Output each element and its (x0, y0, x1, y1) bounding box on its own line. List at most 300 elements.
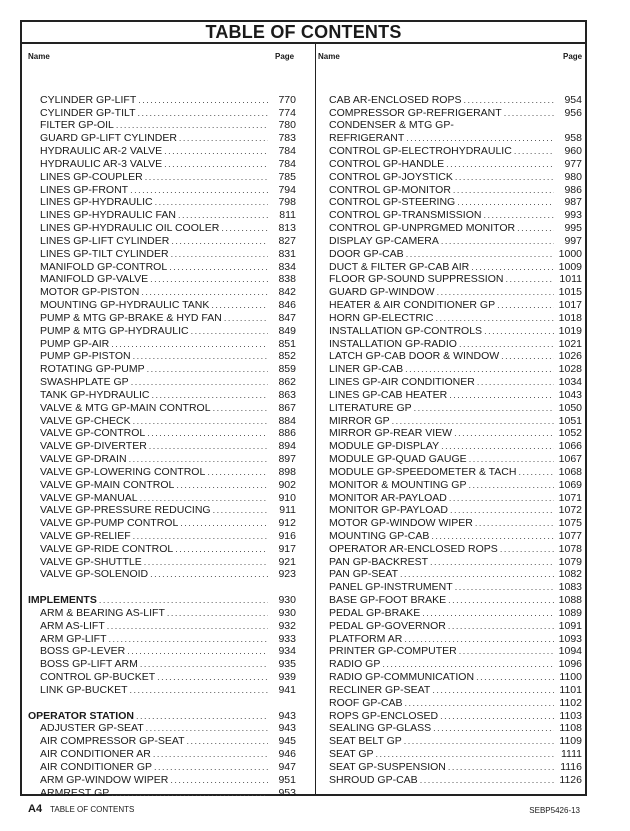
toc-entry-name: ROOF GP-CAB (329, 696, 403, 709)
toc-entry[interactable] (329, 273, 582, 286)
dot-leader (446, 158, 554, 171)
dot-leader (111, 787, 268, 800)
toc-entry[interactable] (28, 158, 296, 171)
toc-entry[interactable] (329, 402, 582, 415)
toc-entry[interactable] (28, 466, 296, 479)
toc-entry-page: 930 (278, 606, 296, 619)
toc-entry-page: 923 (278, 568, 296, 581)
dot-leader (406, 248, 554, 261)
toc-entry[interactable] (329, 774, 582, 787)
toc-entry-page: 1126 (559, 773, 582, 786)
toc-entry-page: 1019 (558, 324, 582, 337)
toc-entry-page: 1000 (558, 247, 582, 260)
dot-leader (164, 158, 268, 171)
toc-entry[interactable] (28, 671, 296, 684)
toc-entry[interactable] (329, 530, 582, 543)
toc-entry-name: BOSS GP-LEVER (40, 645, 126, 658)
toc-entry-name: GUARD GP-LIFT CYLINDER (40, 132, 177, 145)
toc-entry[interactable] (329, 581, 582, 594)
toc-entry[interactable] (28, 453, 296, 466)
toc-entry-page: 1034 (558, 376, 582, 389)
toc-entry-name: HORN GP-ELECTRIC (329, 311, 434, 324)
toc-entry[interactable] (329, 761, 582, 774)
toc-entry-page: 1101 (559, 683, 582, 696)
toc-entry-name: SWASHPLATE GP (40, 376, 129, 389)
toc-entry[interactable] (329, 184, 582, 197)
toc-entry[interactable] (28, 325, 296, 338)
toc-entry[interactable] (329, 735, 582, 748)
toc-spacer (329, 81, 582, 94)
toc-entry-page: 1071 (558, 491, 582, 504)
dot-leader (109, 633, 268, 646)
toc-entry-page: 1009 (558, 260, 582, 273)
toc-entry-name: MANIFOLD GP-VALVE (40, 273, 149, 286)
toc-entry-name: VALVE GP-PRESSURE REDUCING (40, 504, 211, 517)
dot-leader (213, 402, 268, 415)
toc-entry-page: 933 (278, 632, 296, 645)
toc-entry[interactable] (28, 568, 296, 581)
dot-leader (406, 132, 554, 145)
toc-entry[interactable] (329, 722, 582, 735)
toc-entry-name: PRINTER GP-COMPUTER (329, 645, 457, 658)
dot-leader (154, 761, 268, 774)
dot-leader (414, 402, 554, 415)
toc-entry[interactable] (329, 684, 582, 697)
toc-entry[interactable] (28, 209, 296, 222)
toc-entry-page: 1094 (558, 645, 582, 658)
toc-entry-name: LITERATURE GP (329, 401, 412, 414)
toc-entry-page: 1088 (558, 594, 582, 607)
toc-entry-page: 897 (278, 453, 296, 466)
toc-entry[interactable] (28, 338, 296, 351)
toc-entry[interactable] (28, 145, 296, 158)
toc-entry-page: 986 (564, 183, 582, 196)
toc-entry[interactable] (329, 286, 582, 299)
toc-entry[interactable] (28, 543, 296, 556)
toc-entry-page: 1100 (559, 671, 582, 684)
toc-entry-name: RADIO GP (329, 658, 381, 671)
dot-leader (207, 466, 268, 479)
dot-leader (155, 196, 268, 209)
toc-entry-name: RECLINER GP-SEAT (329, 683, 431, 696)
toc-entry[interactable] (28, 645, 296, 658)
dot-leader (455, 581, 554, 594)
toc-entry-name: CONTROL GP-UNPRGMED MONITOR (329, 222, 516, 235)
toc-entry-page: 846 (278, 299, 296, 312)
toc-entry-name: MODULE GP-SPEEDOMETER & TACH (329, 465, 517, 478)
toc-entry-page: 1116 (560, 760, 582, 773)
dot-leader (171, 248, 268, 261)
toc-entry[interactable] (329, 427, 582, 440)
toc-entry-page: 838 (278, 273, 296, 286)
toc-entry-name: MONITOR AR-PAYLOAD (329, 491, 447, 504)
dot-leader (455, 171, 554, 184)
toc-entry[interactable] (28, 184, 296, 197)
toc-entry[interactable] (329, 479, 582, 492)
toc-entry-page: 1082 (558, 568, 582, 581)
toc-entry[interactable] (28, 376, 296, 389)
toc-entry-name: LINES GP-COUPLER (40, 170, 143, 183)
toc-entry[interactable] (28, 415, 296, 428)
toc-entry-name: GUARD GP-WINDOW (329, 286, 435, 299)
toc-entry[interactable] (329, 389, 582, 402)
toc-entry[interactable] (329, 248, 582, 261)
toc-entry[interactable] (329, 710, 582, 723)
toc-entry-page: 1067 (558, 453, 582, 466)
dot-leader (147, 427, 268, 440)
dot-leader (469, 453, 554, 466)
toc-entry[interactable] (329, 633, 582, 646)
toc-entry-page: 1017 (558, 299, 582, 312)
toc-entry[interactable] (329, 568, 582, 581)
toc-entry[interactable] (28, 402, 296, 415)
toc-entry-page: 943 (278, 709, 296, 722)
toc-entry-name: CONTROL GP-STEERING (329, 196, 456, 209)
toc-entry-page: 902 (278, 478, 296, 491)
right-toc-column (329, 81, 582, 787)
toc-entry-page: 834 (278, 260, 296, 273)
toc-entry-page: 1109 (559, 735, 582, 748)
toc-entry-name: AIR CONDITIONER GP (40, 760, 153, 773)
dot-leader (400, 568, 554, 581)
toc-entry[interactable] (28, 363, 296, 376)
page-title: TABLE OF CONTENTS (205, 22, 402, 42)
dot-leader (147, 363, 268, 376)
toc-entry[interactable] (329, 350, 582, 363)
toc-entry-name: VALVE GP-DRAIN (40, 453, 127, 466)
toc-entry[interactable] (329, 158, 582, 171)
toc-entry-name: MOUNTING GP-CAB (329, 529, 430, 542)
toc-entry-page: 894 (278, 440, 296, 453)
toc-entry-page: 941 (278, 683, 296, 696)
dot-leader (179, 132, 268, 145)
toc-entry-page: 960 (564, 145, 582, 158)
toc-entry[interactable] (28, 633, 296, 646)
dot-leader (127, 645, 268, 658)
dot-leader (440, 710, 554, 723)
toc-entry-name: LINES GP-FRONT (40, 183, 129, 196)
toc-entry-name: CYLINDER GP-LIFT (40, 93, 137, 106)
toc-entry[interactable] (329, 748, 582, 761)
toc-entry-page: 934 (278, 645, 296, 658)
toc-entry-name: SEAT GP (329, 748, 374, 761)
toc-entry-name: INSTALLATION GP-CONTROLS (329, 324, 483, 337)
dot-leader (441, 235, 554, 248)
toc-entry-name: CONTROL GP-HANDLE (329, 157, 445, 170)
toc-entry-page: 917 (278, 542, 296, 555)
toc-entry-name: ARM GP-WINDOW WIPER (40, 773, 169, 786)
dot-leader (457, 196, 554, 209)
toc-entry[interactable] (28, 427, 296, 440)
dot-leader (175, 543, 268, 556)
toc-entry[interactable] (329, 453, 582, 466)
toc-entry[interactable] (329, 107, 582, 120)
toc-entry[interactable] (28, 119, 296, 132)
toc-entry[interactable] (329, 658, 582, 671)
toc-entry[interactable] (329, 94, 582, 107)
toc-entry-page: 1026 (558, 350, 582, 363)
toc-entry[interactable] (28, 761, 296, 774)
toc-entry-name: COMPRESSOR GP-REFRIGERANT (329, 106, 502, 119)
toc-entry-name: SEALING GP-GLASS (329, 722, 432, 735)
toc-entry-name: CONTROL GP-BUCKET (40, 671, 156, 684)
dot-leader (130, 184, 268, 197)
toc-entry-page: 831 (278, 247, 296, 260)
toc-entry-page: 884 (278, 414, 296, 427)
left-toc-column (28, 81, 296, 799)
toc-entry[interactable] (28, 299, 296, 312)
toc-entry[interactable] (28, 171, 296, 184)
toc-entry-page: 794 (278, 183, 296, 196)
toc-entry[interactable] (28, 722, 296, 735)
toc-entry-name: OPERATOR AR-ENCLOSED ROPS (329, 542, 498, 555)
toc-entry-name: LINES GP-CAB HEATER (329, 388, 448, 401)
dot-leader (224, 312, 268, 325)
toc-entry[interactable] (329, 504, 582, 517)
dot-leader (501, 350, 554, 363)
toc-entry[interactable] (329, 440, 582, 453)
toc-entry-page: 1096 (558, 658, 582, 671)
toc-entry-name: IMPLEMENTS (28, 594, 97, 607)
toc-entry-page: 953 (278, 786, 296, 799)
toc-spacer (28, 581, 296, 594)
right-page-header: Page (563, 52, 583, 61)
toc-entry[interactable] (329, 145, 582, 158)
right-name-header: Name (318, 52, 340, 61)
toc-entry-page: 862 (278, 376, 296, 389)
toc-entry-page: 1018 (558, 311, 582, 324)
toc-entry[interactable] (329, 620, 582, 633)
toc-entry-name: MONITOR & MOUNTING GP (329, 478, 467, 491)
toc-entry[interactable] (28, 286, 296, 299)
dot-leader (435, 312, 554, 325)
toc-entry-name: CONTROL GP-MONITOR (329, 183, 451, 196)
toc-entry[interactable] (28, 620, 296, 633)
dot-leader (138, 94, 268, 107)
toc-entry[interactable] (28, 748, 296, 761)
toc-entry-page: 1108 (559, 722, 582, 735)
toc-entry-page: 947 (278, 760, 296, 773)
toc-entry-name: SHROUD GP-CAB (329, 773, 418, 786)
dot-leader (133, 530, 268, 543)
toc-entry[interactable] (28, 774, 296, 787)
footer-section-label: TABLE OF CONTENTS (50, 805, 135, 814)
toc-entry-page: 921 (278, 555, 296, 568)
toc-entry-page: 1083 (558, 581, 582, 594)
toc-entry-page: 995 (564, 222, 582, 235)
toc-entry[interactable] (28, 273, 296, 286)
dot-leader (157, 671, 268, 684)
toc-entry-page: 1091 (558, 619, 582, 632)
toc-entry[interactable] (28, 787, 296, 800)
toc-entry-name: ADJUSTER GP-SEAT (40, 722, 144, 735)
toc-entry[interactable] (28, 684, 296, 697)
toc-entry[interactable] (329, 376, 582, 389)
toc-entry-page: 987 (564, 196, 582, 209)
toc-entry[interactable] (329, 517, 582, 530)
dot-leader (150, 568, 268, 581)
toc-entry[interactable] (329, 196, 582, 209)
toc-entry-page: 912 (278, 517, 296, 530)
toc-entry-page: 980 (564, 170, 582, 183)
toc-entry-name: CYLINDER GP-TILT (40, 106, 136, 119)
toc-entry-name: MOTOR GP-PISTON (40, 286, 140, 299)
toc-entry[interactable] (28, 389, 296, 402)
dot-leader (150, 273, 268, 286)
toc-entry[interactable] (329, 261, 582, 274)
dot-leader (420, 774, 554, 787)
dot-leader (153, 748, 268, 761)
toc-section-row[interactable] (28, 710, 296, 723)
dot-leader (133, 415, 268, 428)
dot-leader (514, 145, 554, 158)
toc-entry[interactable] (329, 312, 582, 325)
toc-entry[interactable] (28, 235, 296, 248)
toc-entry[interactable] (329, 415, 582, 428)
footer-doc-id: SEBP5426-13 (529, 806, 580, 815)
dot-leader (471, 261, 554, 274)
toc-entry-name: LINES GP-LIFT CYLINDER (40, 234, 170, 247)
dot-leader (133, 350, 268, 363)
toc-entry[interactable] (28, 735, 296, 748)
toc-entry[interactable] (329, 466, 582, 479)
dot-leader (221, 222, 268, 235)
toc-entry-name: MODULE GP-DISPLAY (329, 440, 440, 453)
toc-entry-name: VALVE GP-MANUAL (40, 491, 138, 504)
toc-entry-name: CONTROL GP-JOYSTICK (329, 170, 453, 183)
toc-entry-page: 945 (278, 735, 296, 748)
toc-entry-page: 886 (278, 427, 296, 440)
toc-entry-page: 770 (278, 93, 296, 106)
toc-entry[interactable] (329, 671, 582, 684)
toc-entry[interactable] (329, 492, 582, 505)
dot-leader (149, 440, 268, 453)
toc-entry-page: 1102 (559, 696, 582, 709)
toc-entry[interactable] (28, 479, 296, 492)
dot-leader (170, 774, 268, 787)
toc-entry[interactable] (28, 196, 296, 209)
toc-entry[interactable] (28, 248, 296, 261)
toc-entry-page: 1015 (558, 286, 582, 299)
toc-entry[interactable] (329, 338, 582, 351)
column-divider (315, 44, 316, 794)
dot-leader (116, 119, 268, 132)
toc-entry-page: 813 (278, 222, 296, 235)
toc-entry[interactable] (28, 222, 296, 235)
toc-entry[interactable] (329, 299, 582, 312)
toc-entry[interactable] (28, 492, 296, 505)
toc-entry[interactable] (329, 209, 582, 222)
dot-leader (422, 607, 554, 620)
dot-leader (140, 658, 268, 671)
toc-entry[interactable] (329, 363, 582, 376)
toc-entry-page: 784 (278, 145, 296, 158)
toc-entry-page: 842 (278, 286, 296, 299)
toc-entry[interactable] (329, 556, 582, 569)
toc-entry-name: HYDRAULIC AR-2 VALVE (40, 145, 163, 158)
toc-entry-name: LINES GP-TILT CYLINDER (40, 247, 169, 260)
dot-leader (437, 286, 554, 299)
dot-leader (504, 107, 554, 120)
dot-leader (392, 415, 554, 428)
dot-leader (178, 209, 268, 222)
dot-leader (483, 209, 554, 222)
dot-leader (167, 607, 268, 620)
toc-entry-name: FLOOR GP-SOUND SUPPRESSION (329, 273, 504, 286)
dot-leader (111, 338, 268, 351)
dot-leader (107, 620, 268, 633)
toc-entry[interactable] (28, 132, 296, 145)
toc-entry[interactable] (28, 261, 296, 274)
toc-entry-name: PEDAL GP-GOVERNOR (329, 619, 446, 632)
dot-leader (382, 658, 554, 671)
toc-entry[interactable] (28, 440, 296, 453)
toc-entry[interactable] (28, 504, 296, 517)
toc-entry-name: ARM GP-LIFT (40, 632, 107, 645)
dot-leader (140, 492, 268, 505)
toc-entry[interactable] (329, 594, 582, 607)
toc-entry[interactable] (28, 517, 296, 530)
toc-entry[interactable] (329, 171, 582, 184)
toc-entry-page: 958 (564, 132, 582, 145)
toc-entry-name: VALVE GP-PUMP CONTROL (40, 517, 179, 530)
toc-entry[interactable] (329, 325, 582, 338)
toc-entry-page: 977 (564, 157, 582, 170)
toc-entry[interactable] (329, 645, 582, 658)
dot-leader (191, 325, 268, 338)
dot-leader (433, 722, 554, 735)
toc-entry[interactable] (329, 543, 582, 556)
toc-entry[interactable] (28, 350, 296, 363)
dot-leader (131, 376, 268, 389)
dot-leader (448, 594, 554, 607)
toc-entry[interactable] (329, 607, 582, 620)
toc-entry-page: 1079 (558, 555, 582, 568)
toc-entry[interactable] (28, 556, 296, 569)
toc-entry-page: 784 (278, 157, 296, 170)
toc-entry-page: 827 (278, 234, 296, 247)
toc-entry-name: PANEL GP-INSTRUMENT (329, 581, 453, 594)
toc-section-row[interactable] (28, 594, 296, 607)
toc-entry-page: 783 (278, 132, 296, 145)
toc-entry-name: LATCH GP-CAB DOOR & WINDOW (329, 350, 500, 363)
toc-entry[interactable] (28, 312, 296, 325)
toc-entry-page: 811 (279, 209, 296, 222)
toc-entry[interactable] (28, 94, 296, 107)
toc-entry[interactable] (329, 222, 582, 235)
toc-entry[interactable] (28, 607, 296, 620)
dot-leader (176, 479, 268, 492)
toc-entry-name: MONITOR GP-PAYLOAD (329, 504, 449, 517)
toc-entry[interactable] (28, 107, 296, 120)
toc-entry-page: 1043 (558, 388, 582, 401)
toc-entry[interactable] (329, 235, 582, 248)
toc-entry[interactable] (329, 119, 582, 132)
toc-entry[interactable] (329, 132, 582, 145)
toc-spacer (28, 81, 296, 94)
dot-leader (484, 325, 554, 338)
toc-entry-page: 1077 (558, 529, 582, 542)
toc-entry-page: 1089 (558, 606, 582, 619)
toc-entry-name: HEATER & AIR CONDITIONER GP (329, 299, 496, 312)
toc-entry[interactable] (28, 530, 296, 543)
dot-leader (404, 735, 554, 748)
toc-entry-name: SEAT BELT GP (329, 735, 402, 748)
toc-entry[interactable] (329, 697, 582, 710)
dot-leader (476, 671, 554, 684)
toc-entry[interactable] (28, 658, 296, 671)
dot-leader (505, 273, 554, 286)
